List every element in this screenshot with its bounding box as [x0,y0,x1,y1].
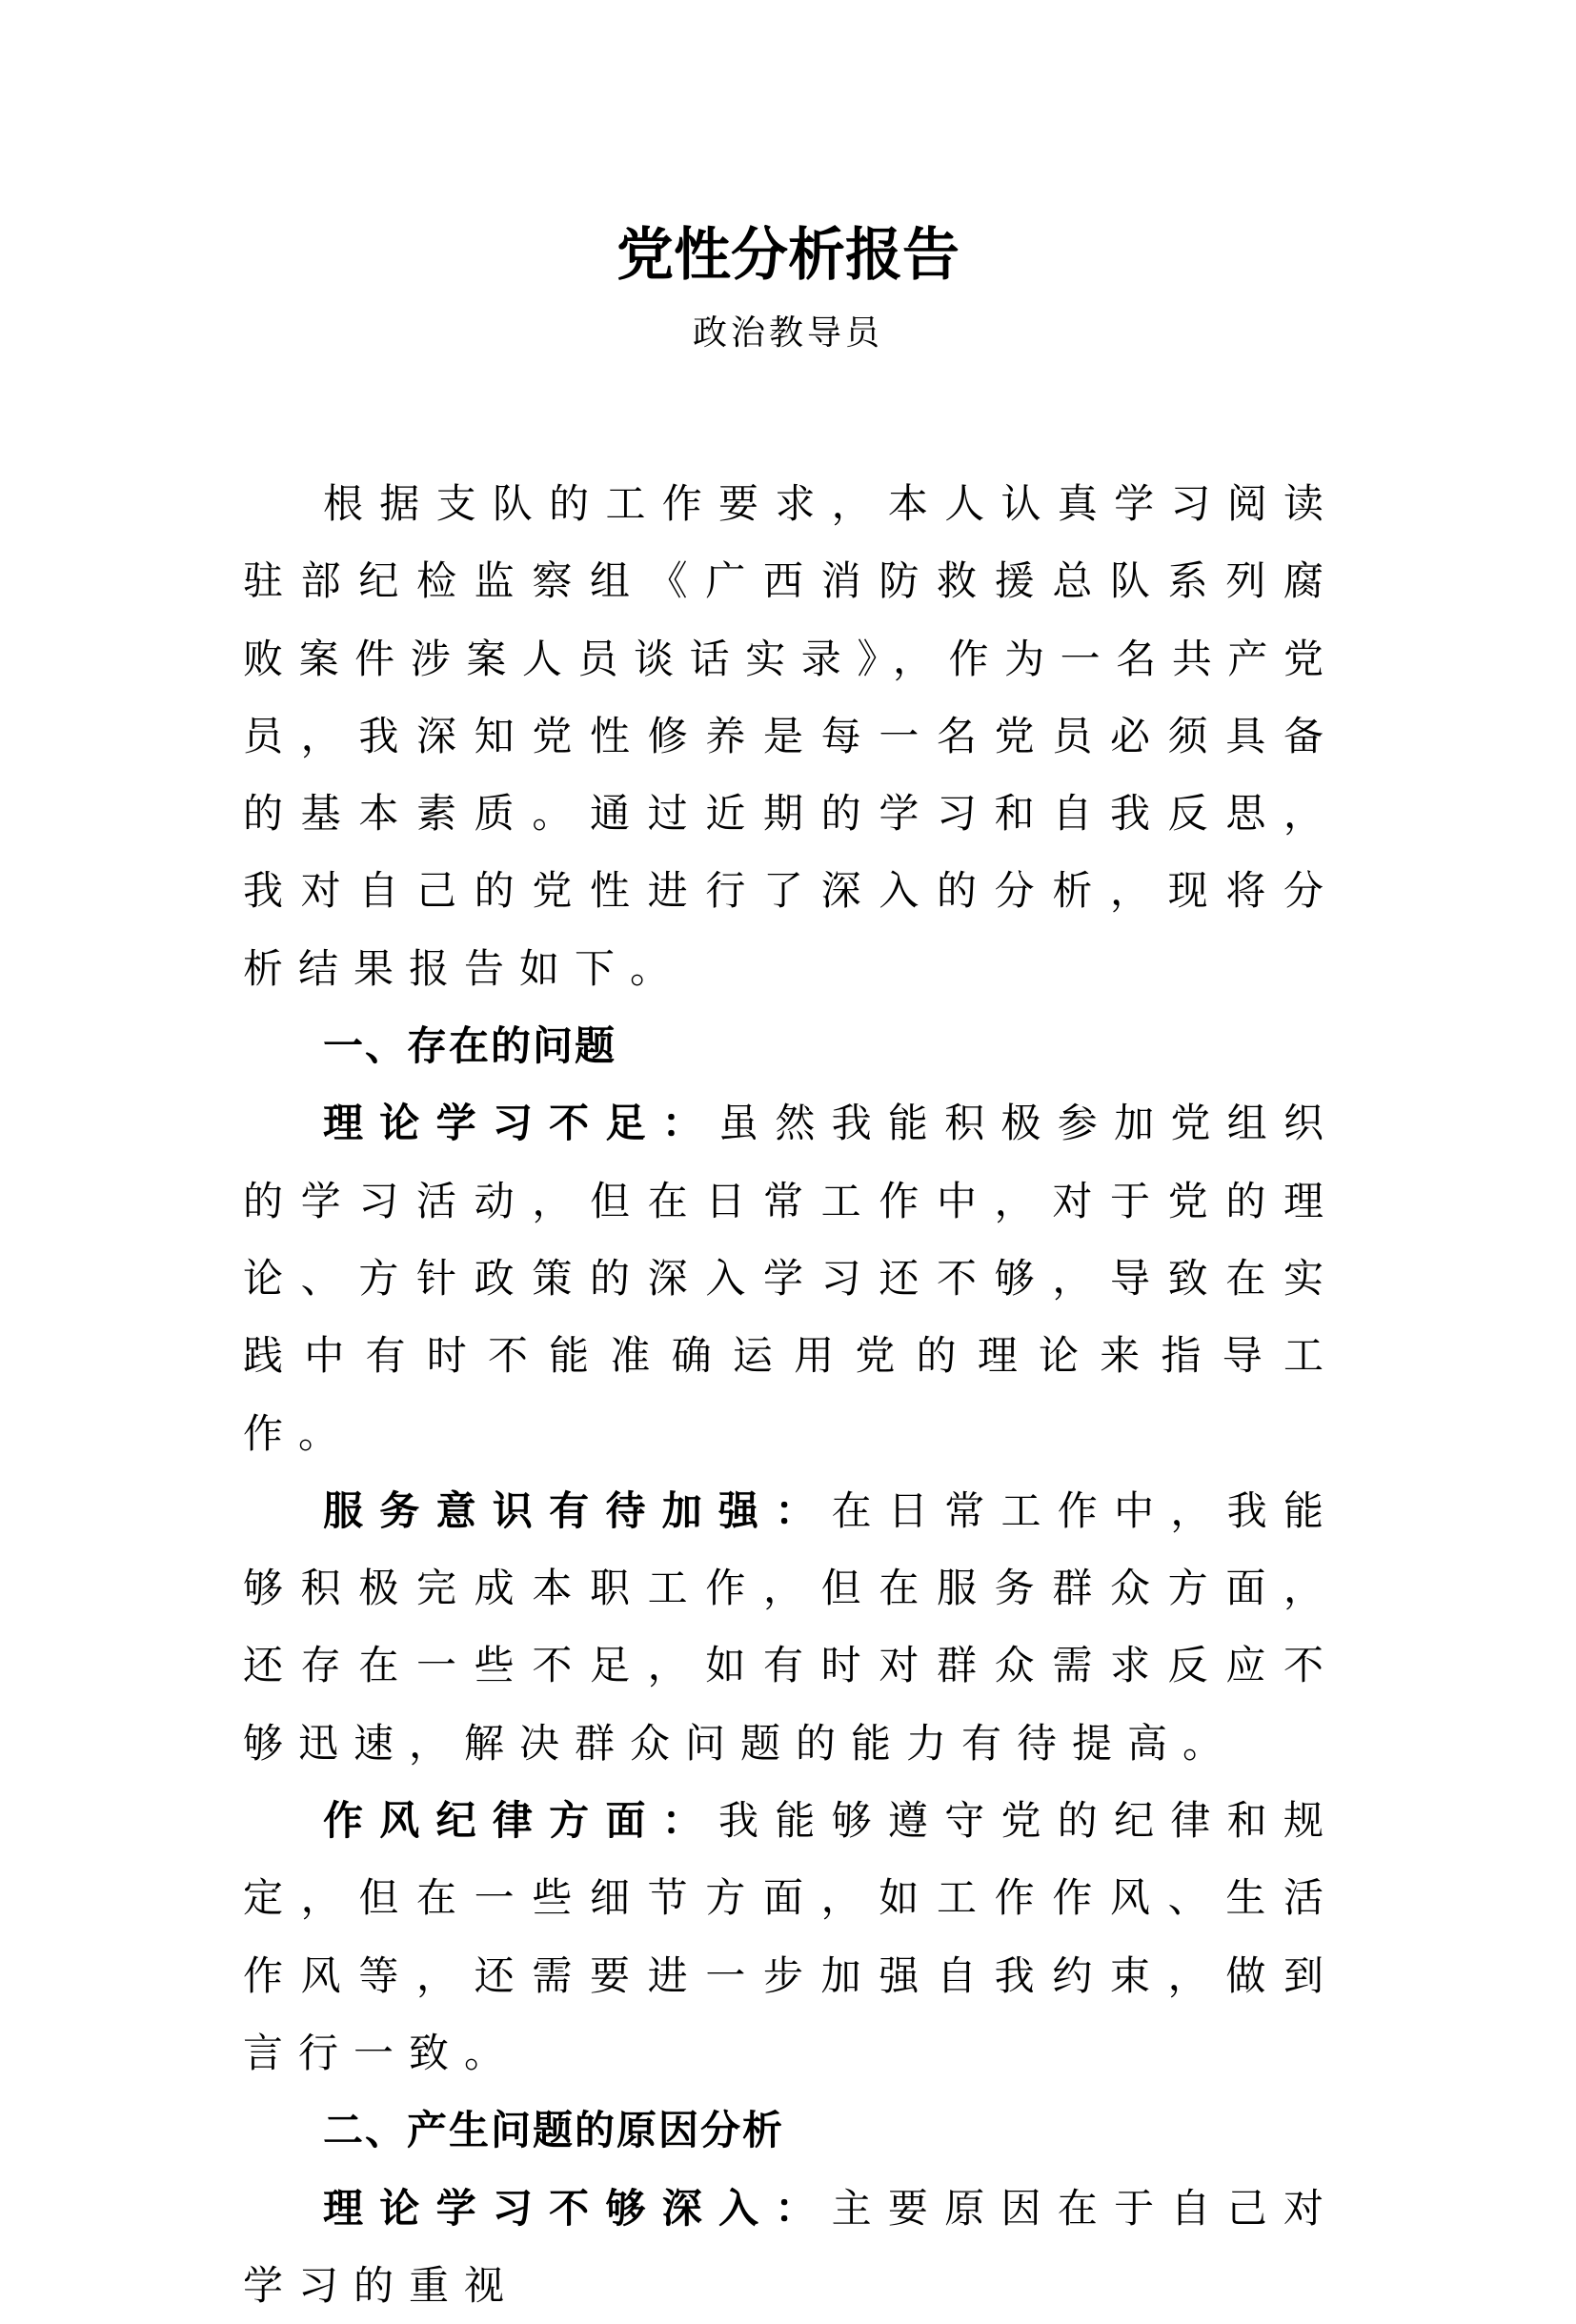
problem-theory-study [243,1084,1339,1471]
document-byline: 政治教导员 [692,313,883,353]
problem-work-style-discipline [243,1782,1339,2092]
paragraph-lead: 理论学习不足： [323,1100,719,1147]
paragraph-lead: 服务意识有待加强： [323,1486,832,1534]
paragraph-lead: 作风纪律方面： [323,1797,719,1845]
paragraph-lead: 理论学习不够深入： [323,2184,832,2232]
document-title: 党性分析报告 [616,222,960,289]
section-heading-problems: 一、存在的问题 [323,1022,617,1070]
paragraph-text: 主要原因在于自己对学习的重视 [243,2184,1339,2309]
cause-theory-study [243,2170,1339,2324]
intro-paragraph: 根据支队的工作要求，本人认真学习阅读驻部纪检监察组《广西消防救援总队系列腐败案件涉案人员谈话实录》，作为一名共产党员，我深知党性修养是每一名党员必须具备的基本素质。通过近期的学习和自我反思，我对自己的党性进行了深入的分析，现将分析结果报告如下。 [243,480,1339,992]
problem-service-awareness [243,1472,1339,1782]
paragraph-text: 在日常工作中，我能够积极完成本职工作，但在服务群众方面，还存在一些不足，如有时对群众需求反应不够迅速，解决群众问题的能力有待提高。 [243,1486,1339,1767]
document-body [243,465,1339,2324]
paragraph-text: 我能够遵守党的纪律和规定，但在一些细节方面，如工作作风、生活作风等，还需要进一步加强自我约束，做到言行一致。 [243,1797,1339,2076]
section-heading-causes: 二、产生问题的原因分析 [323,2107,785,2154]
paragraph-text: 虽然我能积极参加党组织的学习活动，但在日常工作中，对于党的理论、方针政策的深入学习还不够，导致在实践中有时不能准确运用党的理论来指导工作。 [243,1100,1339,1457]
